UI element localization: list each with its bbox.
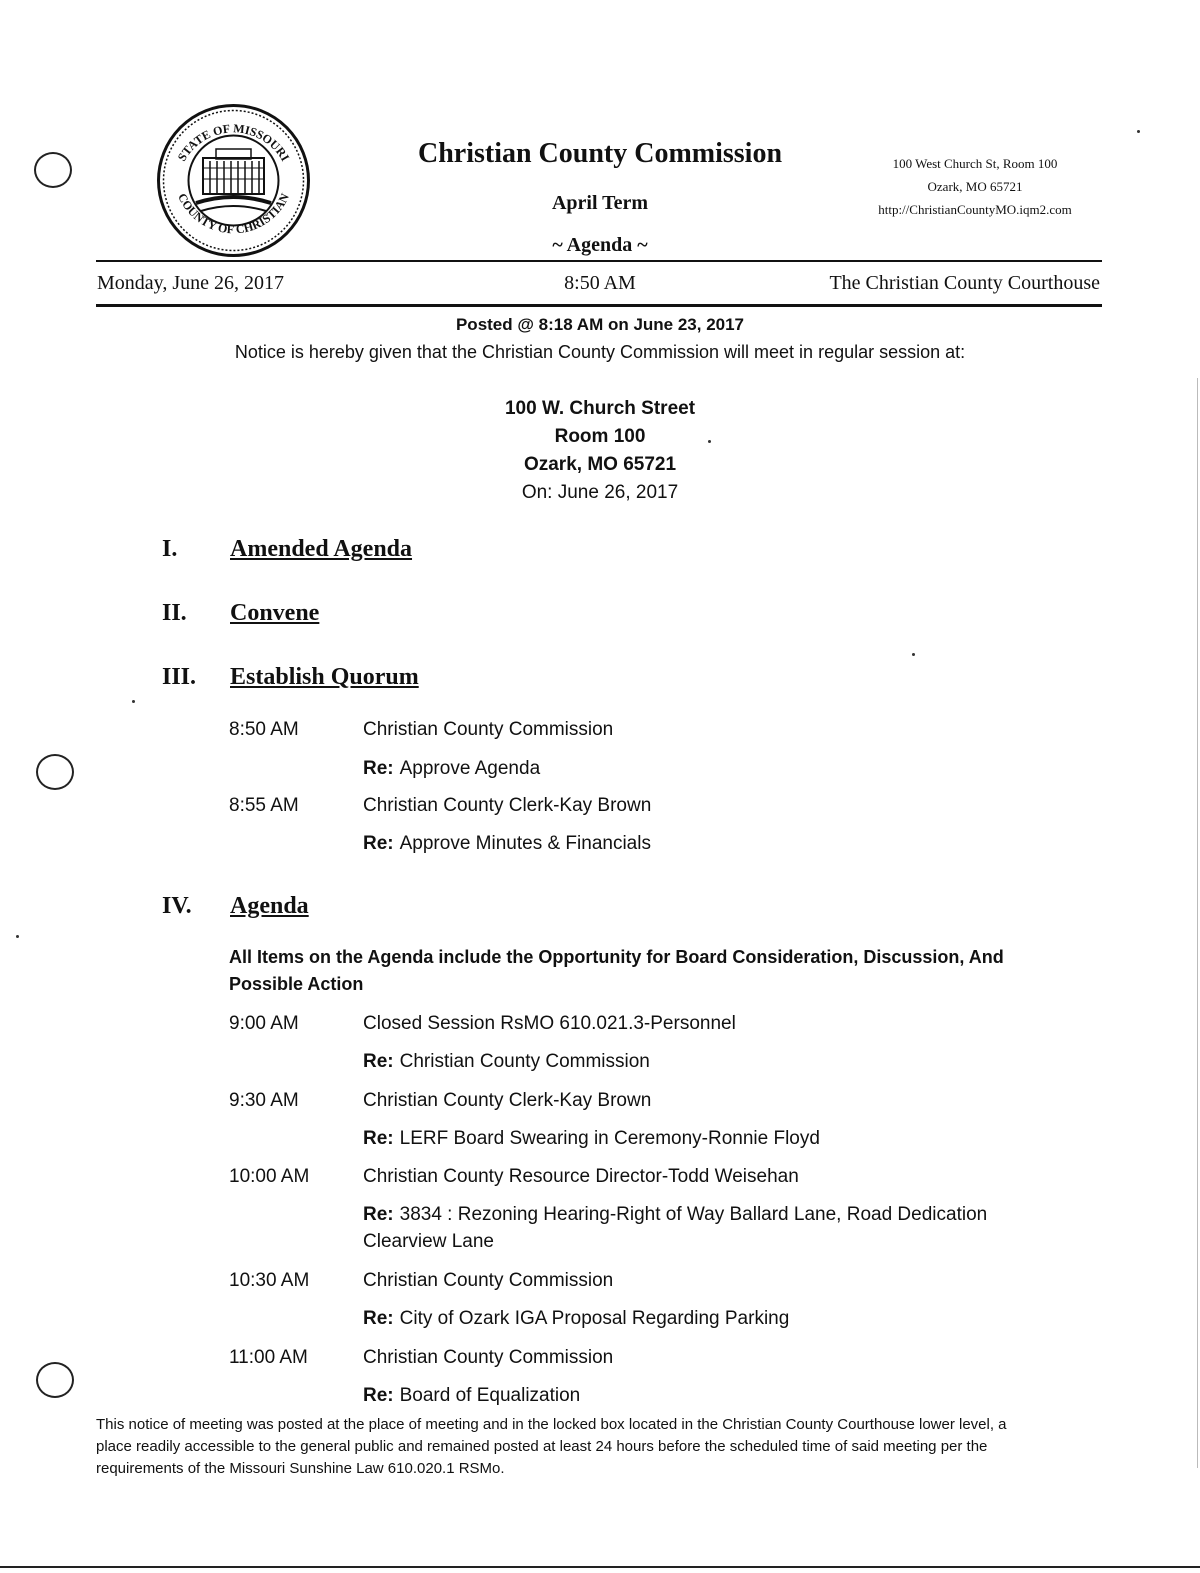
- re-label: Re:: [363, 1128, 394, 1149]
- venue-date: On: June 26, 2017: [521, 482, 679, 503]
- item-subject: Board of Equalization: [399, 1385, 581, 1406]
- re-label: Re:: [363, 833, 394, 854]
- item-presenter: Christian County Resource Director-Todd Weisehan: [363, 1166, 799, 1187]
- section-number: IV.: [162, 893, 192, 919]
- item-subject: Approve Agenda: [399, 758, 541, 779]
- item-presenter: Christian County Clerk-Kay Brown: [363, 795, 652, 816]
- item-time: 10:00 AM: [229, 1166, 310, 1187]
- scan-edge: [1197, 378, 1198, 1468]
- contact-block: [850, 152, 1100, 221]
- agenda-intro: All Items on the Agenda include the Opportunity for Board Consideration, Discussion, And Possible Action: [229, 947, 1004, 994]
- website-link[interactable]: http://ChristianCountyMO.iqm2.com: [878, 202, 1072, 217]
- svg-text:COUNTY OF CHRISTIAN: COUNTY OF CHRISTIAN: [175, 191, 292, 237]
- section-heading: Agenda: [230, 893, 309, 919]
- item-presenter: Closed Session RsMO 610.021.3-Personnel: [363, 1013, 736, 1034]
- scan-speck: [708, 440, 711, 443]
- item-subject: Christian County Commission: [399, 1051, 650, 1072]
- commission-title: Christian County Commission: [417, 138, 783, 169]
- venue-street: 100 W. Church Street: [504, 398, 696, 419]
- item-time: 8:50 AM: [229, 719, 299, 740]
- venue-room: Room 100: [554, 426, 646, 447]
- item-subject: Approve Minutes & Financials: [399, 833, 651, 854]
- punch-hole: [36, 754, 74, 790]
- re-label: Re:: [363, 1204, 394, 1225]
- item-time: 8:55 AM: [229, 795, 299, 816]
- section-number: I.: [162, 536, 178, 562]
- address-line: 100 West Church St, Room 100: [892, 156, 1058, 171]
- re-label: Re:: [363, 1385, 394, 1406]
- re-label: Re:: [363, 1308, 394, 1329]
- address-line: Ozark, MO 65721: [927, 179, 1023, 194]
- scan-edge: [0, 1566, 1200, 1568]
- venue-block: [0, 395, 1200, 507]
- re-label: Re:: [363, 1051, 394, 1072]
- section-heading: Establish Quorum: [230, 664, 419, 690]
- meeting-date: Monday, June 26, 2017: [97, 272, 285, 294]
- meeting-location: The Christian County Courthouse: [829, 272, 1100, 294]
- item-time: 9:30 AM: [229, 1090, 299, 1111]
- section-number: II.: [162, 600, 187, 626]
- scan-speck: [16, 935, 19, 938]
- re-label: Re:: [363, 758, 394, 779]
- venue-city: Ozark, MO 65721: [523, 454, 677, 475]
- county-seal: [156, 103, 311, 258]
- section-heading: Convene: [230, 600, 320, 626]
- item-presenter: Christian County Commission: [363, 719, 614, 740]
- item-subject: 3834 : Rezoning Hearing-Right of Way Ballard Lane, Road Dedication Clearview Lane: [363, 1204, 988, 1252]
- item-time: 10:30 AM: [229, 1270, 310, 1291]
- scan-speck: [912, 653, 915, 656]
- section-heading: Amended Agenda: [230, 536, 413, 562]
- item-subject: LERF Board Swearing in Ceremony-Ronnie Floyd: [399, 1128, 820, 1149]
- item-presenter: Christian County Commission: [363, 1270, 614, 1291]
- item-subject: City of Ozark IGA Proposal Regarding Parking: [399, 1308, 790, 1329]
- svg-text:STATE OF MISSOURI: STATE OF MISSOURI: [174, 121, 293, 164]
- posted-notice: Posted @ 8:18 AM on June 23, 2017: [455, 315, 745, 334]
- item-time: 9:00 AM: [229, 1013, 299, 1034]
- session-notice: Notice is hereby given that the Christian County Commission will meet in regular session at:: [234, 342, 966, 362]
- item-presenter: Christian County Clerk-Kay Brown: [363, 1090, 652, 1111]
- scan-speck: [132, 700, 135, 703]
- section-number: III.: [162, 664, 197, 690]
- punch-hole: [34, 152, 72, 188]
- agenda-label: ~ Agenda ~: [552, 234, 648, 256]
- term-label: April Term: [551, 192, 649, 214]
- meeting-time: 8:50 AM: [564, 272, 636, 294]
- divider: [96, 304, 1102, 307]
- item-time: 11:00 AM: [229, 1347, 308, 1368]
- scan-speck: [1137, 130, 1140, 133]
- divider: [96, 260, 1102, 262]
- item-presenter: Christian County Commission: [363, 1347, 614, 1368]
- punch-hole: [36, 1362, 74, 1398]
- posting-footnote: This notice of meeting was posted at the place of meeting and in the locked box located in the Christian County Courthouse lower level, a place readily accessible to the general public and remained posted at least 24 hours before the scheduled time of said meeting per the requirements of the Missouri Sunshine Law 610.020.1 RSMo.: [96, 1416, 1007, 1477]
